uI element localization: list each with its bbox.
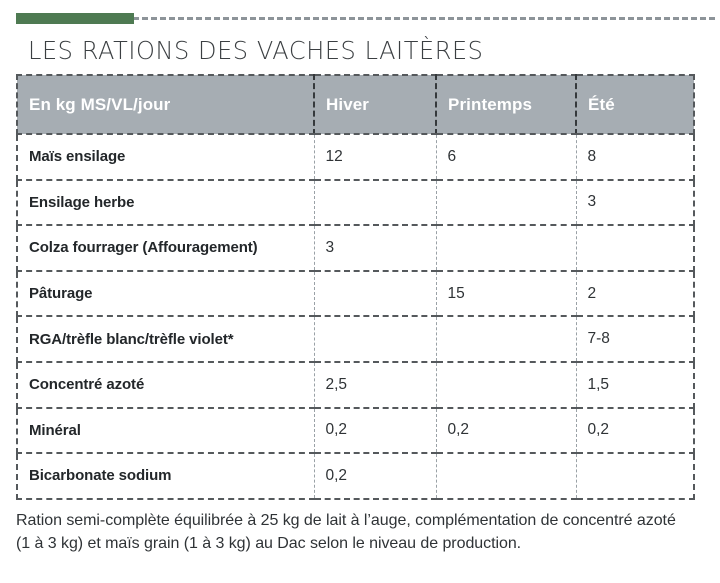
column-header-printemps: Printemps xyxy=(436,75,576,134)
cell-printemps xyxy=(436,453,576,499)
row-label: Pâturage xyxy=(17,271,314,317)
row-label: Maïs ensilage xyxy=(17,134,314,180)
table-header-row xyxy=(17,75,694,134)
cell-ete: 3 xyxy=(576,180,694,226)
cell-hiver xyxy=(314,180,436,226)
table-row xyxy=(17,316,694,362)
cell-ete: 8 xyxy=(576,134,694,180)
cell-printemps xyxy=(436,362,576,408)
cell-hiver: 3 xyxy=(314,225,436,271)
cell-printemps xyxy=(436,316,576,362)
page-title: LES RATIONS DES VACHES LAITÈRES xyxy=(28,36,484,65)
cell-ete: 1,5 xyxy=(576,362,694,408)
row-label: Concentré azoté xyxy=(17,362,314,408)
rations-table xyxy=(16,74,695,500)
cell-hiver: 0,2 xyxy=(314,453,436,499)
table-row xyxy=(17,225,694,271)
cell-hiver xyxy=(314,271,436,317)
table-row xyxy=(17,362,694,408)
row-label: Colza fourrager (Affouragement) xyxy=(17,225,314,271)
cell-ete xyxy=(576,453,694,499)
cell-printemps: 0,2 xyxy=(436,408,576,454)
table-row xyxy=(17,453,694,499)
table-row xyxy=(17,271,694,317)
column-header-category: En kg MS/VL/jour xyxy=(17,75,314,134)
rations-table-container xyxy=(16,74,693,500)
column-header-ete: Été xyxy=(576,75,694,134)
cell-printemps xyxy=(436,180,576,226)
cell-hiver: 12 xyxy=(314,134,436,180)
cell-hiver: 2,5 xyxy=(314,362,436,408)
cell-printemps: 15 xyxy=(436,271,576,317)
cell-hiver: 0,2 xyxy=(314,408,436,454)
cell-ete xyxy=(576,225,694,271)
cell-printemps xyxy=(436,225,576,271)
table-body xyxy=(17,134,694,499)
footnote-text: Ration semi-complète équilibrée à 25 kg de lait à l’auge, complémentation de concentré azoté (1 à 3 kg) et maïs grain (1 à 3 kg) au Dac selon le niveau de production. xyxy=(16,512,676,552)
table-row xyxy=(17,134,694,180)
row-label: Minéral xyxy=(17,408,314,454)
row-label: Ensilage herbe xyxy=(17,180,314,226)
table-header xyxy=(17,75,694,134)
cell-printemps: 6 xyxy=(436,134,576,180)
cell-hiver xyxy=(314,316,436,362)
column-header-hiver: Hiver xyxy=(314,75,436,134)
row-label: RGA/trèfle blanc/trèfle violet* xyxy=(17,316,314,362)
table-row xyxy=(17,180,694,226)
cell-ete: 2 xyxy=(576,271,694,317)
row-label: Bicarbonate sodium xyxy=(17,453,314,499)
cell-ete: 0,2 xyxy=(576,408,694,454)
table-row xyxy=(17,408,694,454)
cell-ete: 7-8 xyxy=(576,316,694,362)
green-accent-bar xyxy=(16,13,134,24)
